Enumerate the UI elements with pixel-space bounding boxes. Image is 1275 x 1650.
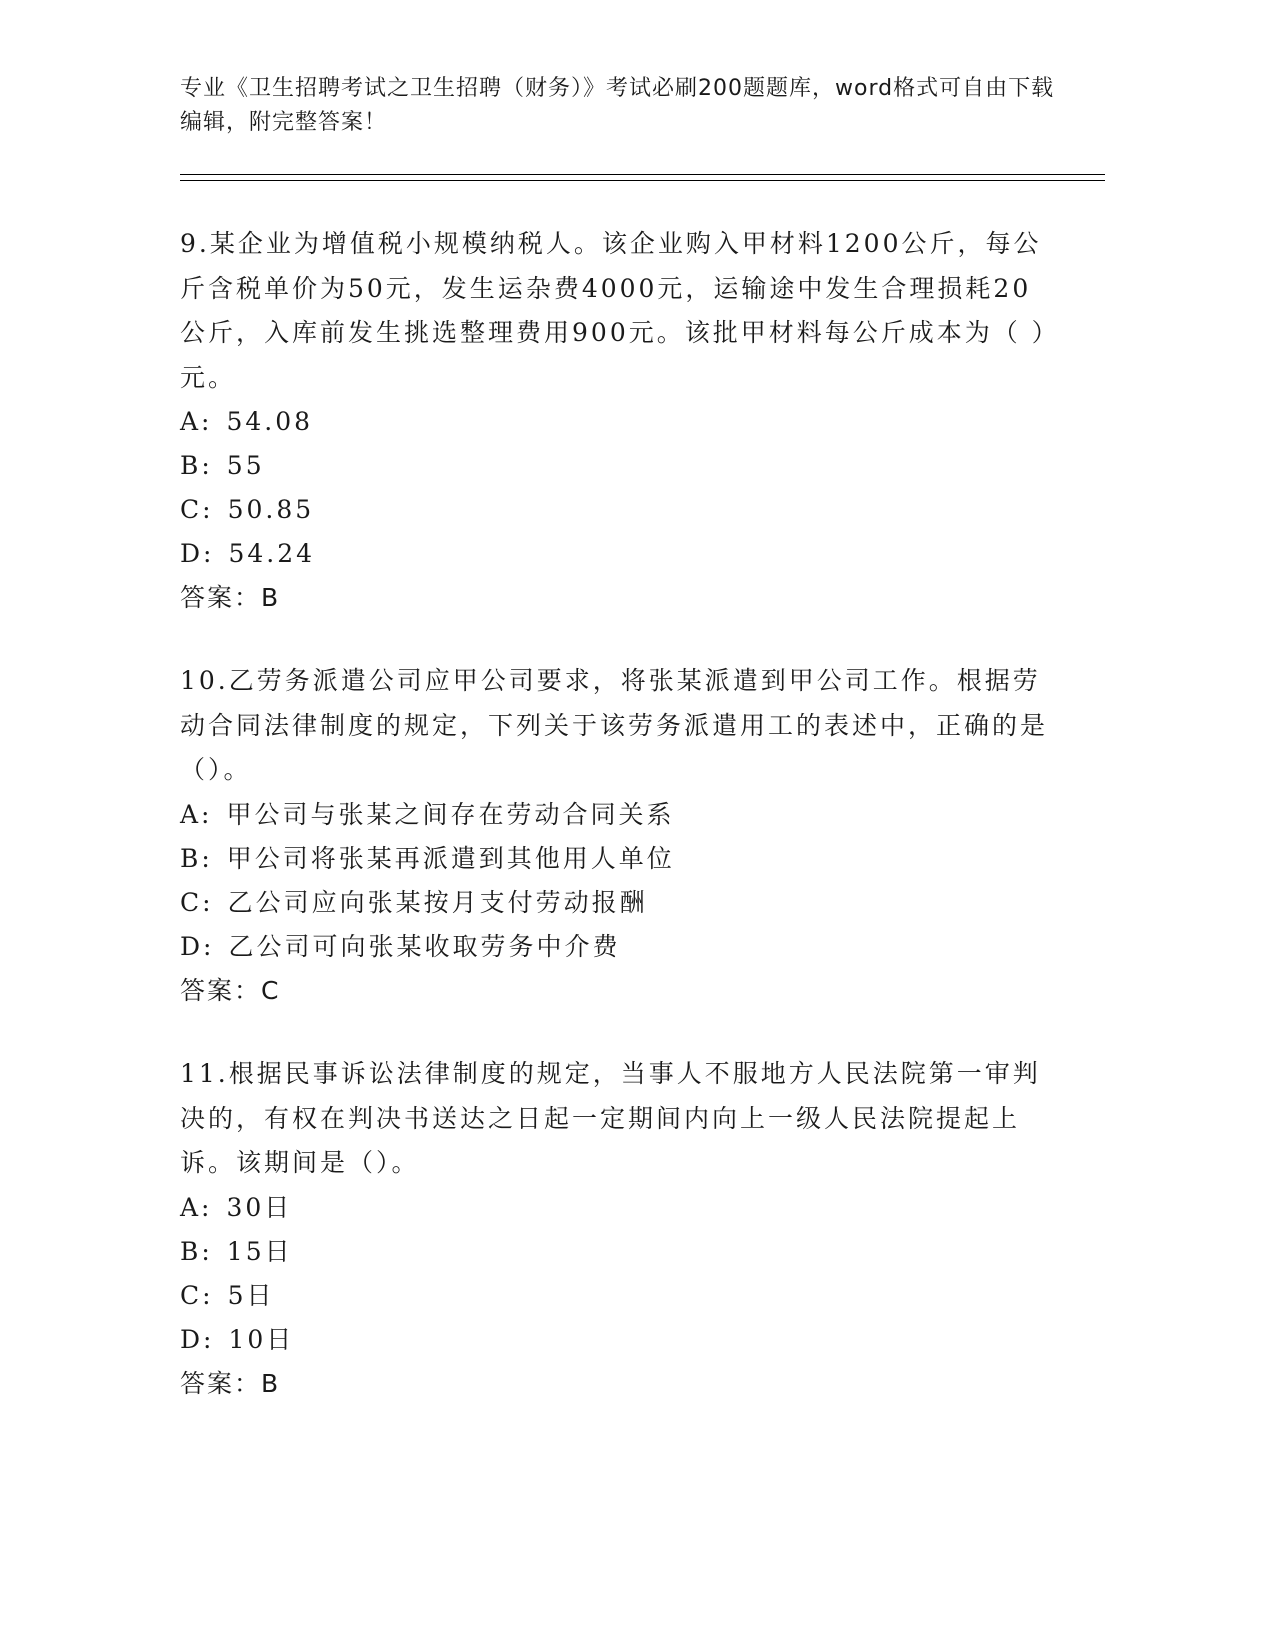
option-label: D: — [180, 1324, 215, 1354]
question-11 — [180, 1052, 1050, 1406]
question-9 — [180, 222, 1050, 620]
question-10 — [180, 659, 1050, 1013]
option-b — [180, 444, 1050, 488]
question-stem: 9.某企业为增值税小规模纳税人。该企业购入甲材料1200公斤，每公斤含税单价为50元，发生运杂费4000元，运输途中发生合理损耗20公斤，入库前发生挑选整理费用900元。该批甲材料每公斤成本为（ ）元。 — [180, 229, 1048, 392]
option-d — [180, 532, 1050, 576]
option-text: 54.08 — [226, 407, 314, 436]
answer: 答案：C — [180, 975, 281, 1005]
option-text: 10日 — [228, 1324, 295, 1354]
document-header: 专业《卫生招聘考试之卫生招聘（财务）》考试必刷200题题库，word格式可自由下载编辑，附完整答案！ — [180, 76, 1055, 135]
answer: 答案：B — [180, 583, 281, 612]
option-d — [180, 1318, 1050, 1362]
option-a — [180, 400, 1050, 444]
question-stem: 10.乙劳务派遣公司应甲公司要求，将张某派遣到甲公司工作。根据劳动合同法律制度的规定，下列关于该劳务派遣用工的表述中，正确的是（）。 — [180, 666, 1049, 784]
option-c — [180, 881, 1050, 925]
option-label: C: — [180, 495, 214, 524]
option-text: 50.85 — [227, 495, 315, 524]
option-text: 甲公司与张某之间存在劳动合同关系 — [226, 799, 675, 829]
header-divider-top — [180, 174, 1105, 175]
option-text: 乙公司可向张某收取劳务中介费 — [228, 931, 621, 961]
option-a — [180, 1186, 1050, 1230]
question-stem: 11.根据民事诉讼法律制度的规定，当事人不服地方人民法院第一审判决的，有权在判决书送达之日起一定期间内向上一级人民法院提起上诉。该期间是（）。 — [180, 1059, 1041, 1177]
option-label: B: — [180, 843, 213, 873]
option-text: 55 — [226, 451, 265, 480]
option-label: C: — [180, 1280, 214, 1310]
option-label: A: — [180, 1192, 213, 1222]
option-text: 乙公司应向张某按月支付劳动报酬 — [227, 887, 648, 917]
option-label: B: — [180, 1236, 213, 1266]
option-label: A: — [180, 799, 213, 829]
option-text: 15日 — [226, 1236, 293, 1266]
option-label: B: — [180, 451, 213, 480]
option-d — [180, 925, 1050, 969]
option-c — [180, 488, 1050, 532]
option-text: 5日 — [227, 1280, 275, 1310]
option-text: 54.24 — [228, 539, 316, 568]
option-label: D: — [180, 931, 215, 961]
option-b — [180, 837, 1050, 881]
option-text: 甲公司将张某再派遣到其他用人单位 — [226, 843, 675, 873]
option-label: A: — [180, 407, 213, 436]
option-c — [180, 1274, 1050, 1318]
header-divider-bottom — [180, 180, 1105, 181]
answer: 答案：B — [180, 1368, 281, 1398]
option-label: C: — [180, 887, 214, 917]
option-b — [180, 1230, 1050, 1274]
option-label: D: — [180, 539, 215, 568]
option-a — [180, 793, 1050, 837]
option-text: 30日 — [226, 1192, 293, 1222]
